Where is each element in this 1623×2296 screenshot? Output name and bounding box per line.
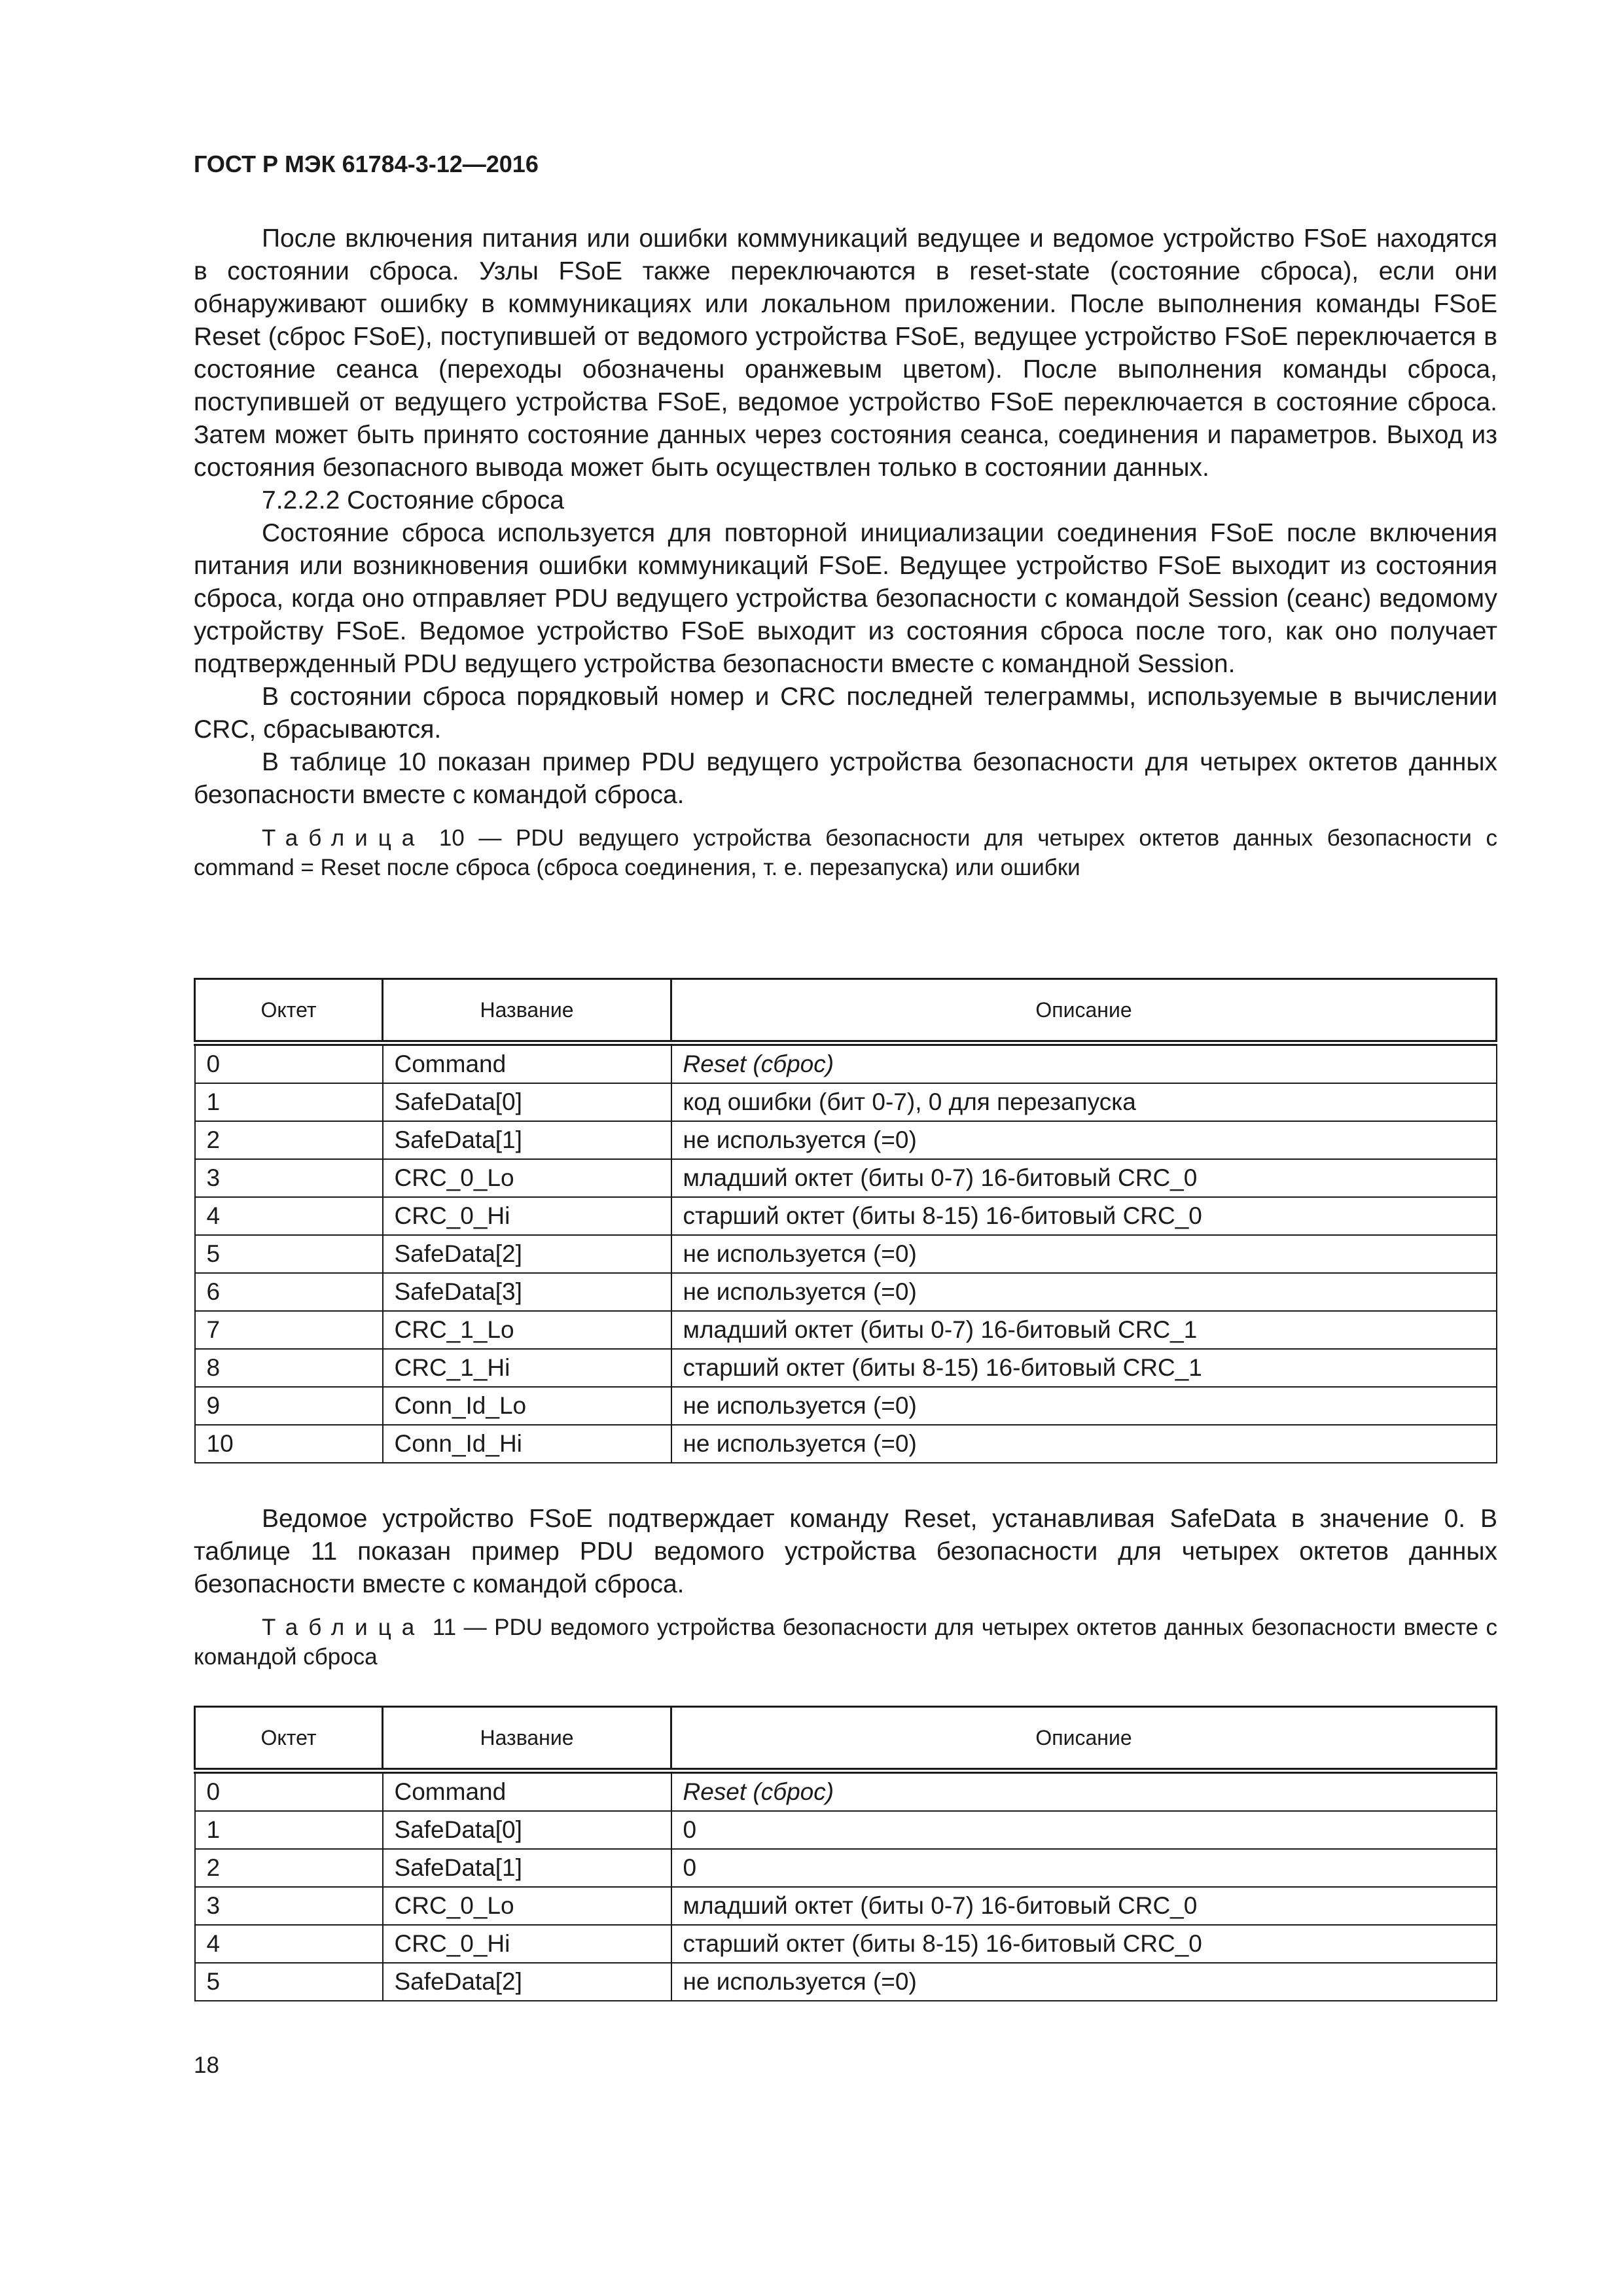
cell-octet: 0 — [195, 1043, 383, 1084]
cell-name: SafeData[3] — [383, 1273, 671, 1311]
cell-description: Reset (сброс) — [671, 1043, 1497, 1084]
cell-description: старший октет (биты 8-15) 16-битовый CRC_1 — [671, 1349, 1497, 1387]
cell-name: CRC_0_Lo — [383, 1887, 671, 1925]
cell-octet: 1 — [195, 1083, 383, 1121]
paragraph: После включения питания или ошибки коммуникаций ведущее и ведомое устройство FSoE находятся в состоянии сброса. Узлы FSoE также переключаются в reset-state (состояние сброса), если они обнаруживают ошибку в коммуникациях или локальном приложении. После выполнения команды FSoE Reset (сброс FSoE), поступившей от ведомого устройства FSoE, ведущее устройство FSoE переключается в состояние сеанса (переходы обозначены оранжевым цветом). После выполнения команды сброса, поступившей от ведущего устройства FSoE, ведомое устройство FSoE переключается в состояние сброса. Затем может быть принято состояние данных через состояния сеанса, соединения и параметров. Выход из состояния безопасного вывода может быть осуществлен только в состоянии данных. — [194, 224, 1497, 482]
cell-description: не используется (=0) — [671, 1387, 1497, 1425]
cell-description: 0 — [671, 1811, 1497, 1849]
cell-octet: 3 — [195, 1887, 383, 1925]
table-10-caption — [194, 823, 1497, 882]
table-row — [195, 1159, 1497, 1197]
cell-octet: 0 — [195, 1771, 383, 1812]
column-header-description: Описание — [671, 1707, 1497, 1771]
cell-octet: 3 — [195, 1159, 383, 1197]
table-row — [195, 1235, 1497, 1273]
cell-octet: 9 — [195, 1387, 383, 1425]
cell-description: не используется (=0) — [671, 1963, 1497, 2001]
cell-octet: 4 — [195, 1925, 383, 1963]
cell-description: не используется (=0) — [671, 1425, 1497, 1463]
table-row — [195, 1963, 1497, 2001]
cell-description: не используется (=0) — [671, 1273, 1497, 1311]
cell-octet: 7 — [195, 1311, 383, 1349]
table-row — [195, 1387, 1497, 1425]
cell-name: Conn_Id_Hi — [383, 1425, 671, 1463]
table-row — [195, 1925, 1497, 1963]
cell-description: не используется (=0) — [671, 1121, 1497, 1159]
table-row — [195, 1887, 1497, 1925]
table-row — [195, 1197, 1497, 1235]
cell-octet: 10 — [195, 1425, 383, 1463]
cell-octet: 5 — [195, 1963, 383, 2001]
document-header: ГОСТ Р МЭК 61784-3-12—2016 — [194, 151, 539, 177]
table-row — [195, 1311, 1497, 1349]
caption-text: 11 — PDU ведомого устройства безопасности для четырех октетов данных безопасности вместе с командой сброса — [194, 1615, 1497, 1670]
cell-description: старший октет (биты 8-15) 16-битовый CRC_0 — [671, 1197, 1497, 1235]
caption-label: Таблица — [262, 825, 425, 851]
table-10 — [194, 978, 1497, 1463]
cell-name: Command — [383, 1771, 671, 1812]
table-11 — [194, 1706, 1497, 2001]
table-row — [195, 1811, 1497, 1849]
column-header-name: Название — [383, 1707, 671, 1771]
cell-octet: 6 — [195, 1273, 383, 1311]
section-heading: 7.2.2.2 Состояние сброса — [262, 486, 564, 514]
cell-name: CRC_0_Hi — [383, 1197, 671, 1235]
cell-octet: 2 — [195, 1849, 383, 1887]
cell-octet: 1 — [195, 1811, 383, 1849]
cell-description: старший октет (биты 8-15) 16-битовый CRC_0 — [671, 1925, 1497, 1963]
column-header-name: Название — [383, 979, 671, 1043]
paragraph: Состояние сброса используется для повторной инициализации соединения FSoE после включения питания или возникновения ошибки коммуникаций FSoE. Ведущее устройство FSoE выходит из состояния сброса, когда оно отправляет PDU ведущего устройства безопасности с командой Session (сеанс) ведомому устройству FSoE. Ведомое устройство FSoE выходит из состояния сброса после того, как оно получает подтвержденный PDU ведущего устройства безопасности вместе с командной Session. — [194, 519, 1497, 678]
table-row — [195, 1849, 1497, 1887]
table-header-row — [195, 1707, 1497, 1771]
cell-description: 0 — [671, 1849, 1497, 1887]
caption-label: Таблица — [262, 1615, 425, 1640]
table-row — [195, 1425, 1497, 1463]
cell-description: не используется (=0) — [671, 1235, 1497, 1273]
column-header-octet: Октет — [195, 1707, 383, 1771]
cell-name: SafeData[2] — [383, 1963, 671, 2001]
table-header-row — [195, 979, 1497, 1043]
cell-octet: 5 — [195, 1235, 383, 1273]
cell-name: SafeData[0] — [383, 1811, 671, 1849]
table-row — [195, 1083, 1497, 1121]
page-number: 18 — [194, 2053, 219, 2078]
table-row — [195, 1349, 1497, 1387]
table-row — [195, 1771, 1497, 1812]
cell-name: SafeData[1] — [383, 1849, 671, 1887]
cell-name: CRC_0_Hi — [383, 1925, 671, 1963]
cell-description: младший октет (биты 0-7) 16-битовый CRC_1 — [671, 1311, 1497, 1349]
cell-name: CRC_0_Lo — [383, 1159, 671, 1197]
table-row — [195, 1273, 1497, 1311]
cell-name: CRC_1_Hi — [383, 1349, 671, 1387]
caption-text: 10 — PDU ведущего устройства безопасности для четырех октетов данных безопасности с command = Reset после сброса (сброса соединения, т. е. перезапуска) или ошибки — [194, 825, 1497, 880]
column-header-description: Описание — [671, 979, 1497, 1043]
paragraph: В состоянии сброса порядковый номер и CRC последней телеграммы, используемые в вычислении CRC, сбрасываются. — [194, 683, 1497, 744]
table-row — [195, 1121, 1497, 1159]
cell-name: Command — [383, 1043, 671, 1084]
cell-description: Reset (сброс) — [671, 1771, 1497, 1812]
table-11-caption — [194, 1613, 1497, 1672]
cell-name: SafeData[2] — [383, 1235, 671, 1273]
cell-octet: 8 — [195, 1349, 383, 1387]
paragraph: Ведомое устройство FSoE подтверждает команду Reset, устанавливая SafeData в значение 0. В таблице 11 показан пример PDU ведомого устройства безопасности для четырех октетов данных безопасности вместе с командой сброса. — [194, 1505, 1497, 1598]
body-text-block-2 — [194, 1503, 1497, 1672]
cell-name: SafeData[1] — [383, 1121, 671, 1159]
body-text-block — [194, 223, 1497, 882]
cell-name: CRC_1_Lo — [383, 1311, 671, 1349]
cell-description: младший октет (биты 0-7) 16-битовый CRC_0 — [671, 1887, 1497, 1925]
cell-octet: 4 — [195, 1197, 383, 1235]
cell-name: SafeData[0] — [383, 1083, 671, 1121]
paragraph: В таблице 10 показан пример PDU ведущего устройства безопасности для четырех октетов данных безопасности вместе с командой сброса. — [194, 748, 1497, 809]
table-row — [195, 1043, 1497, 1084]
column-header-octet: Октет — [195, 979, 383, 1043]
cell-octet: 2 — [195, 1121, 383, 1159]
cell-description: код ошибки (бит 0-7), 0 для перезапуска — [671, 1083, 1497, 1121]
cell-name: Conn_Id_Lo — [383, 1387, 671, 1425]
cell-description: младший октет (биты 0-7) 16-битовый CRC_0 — [671, 1159, 1497, 1197]
